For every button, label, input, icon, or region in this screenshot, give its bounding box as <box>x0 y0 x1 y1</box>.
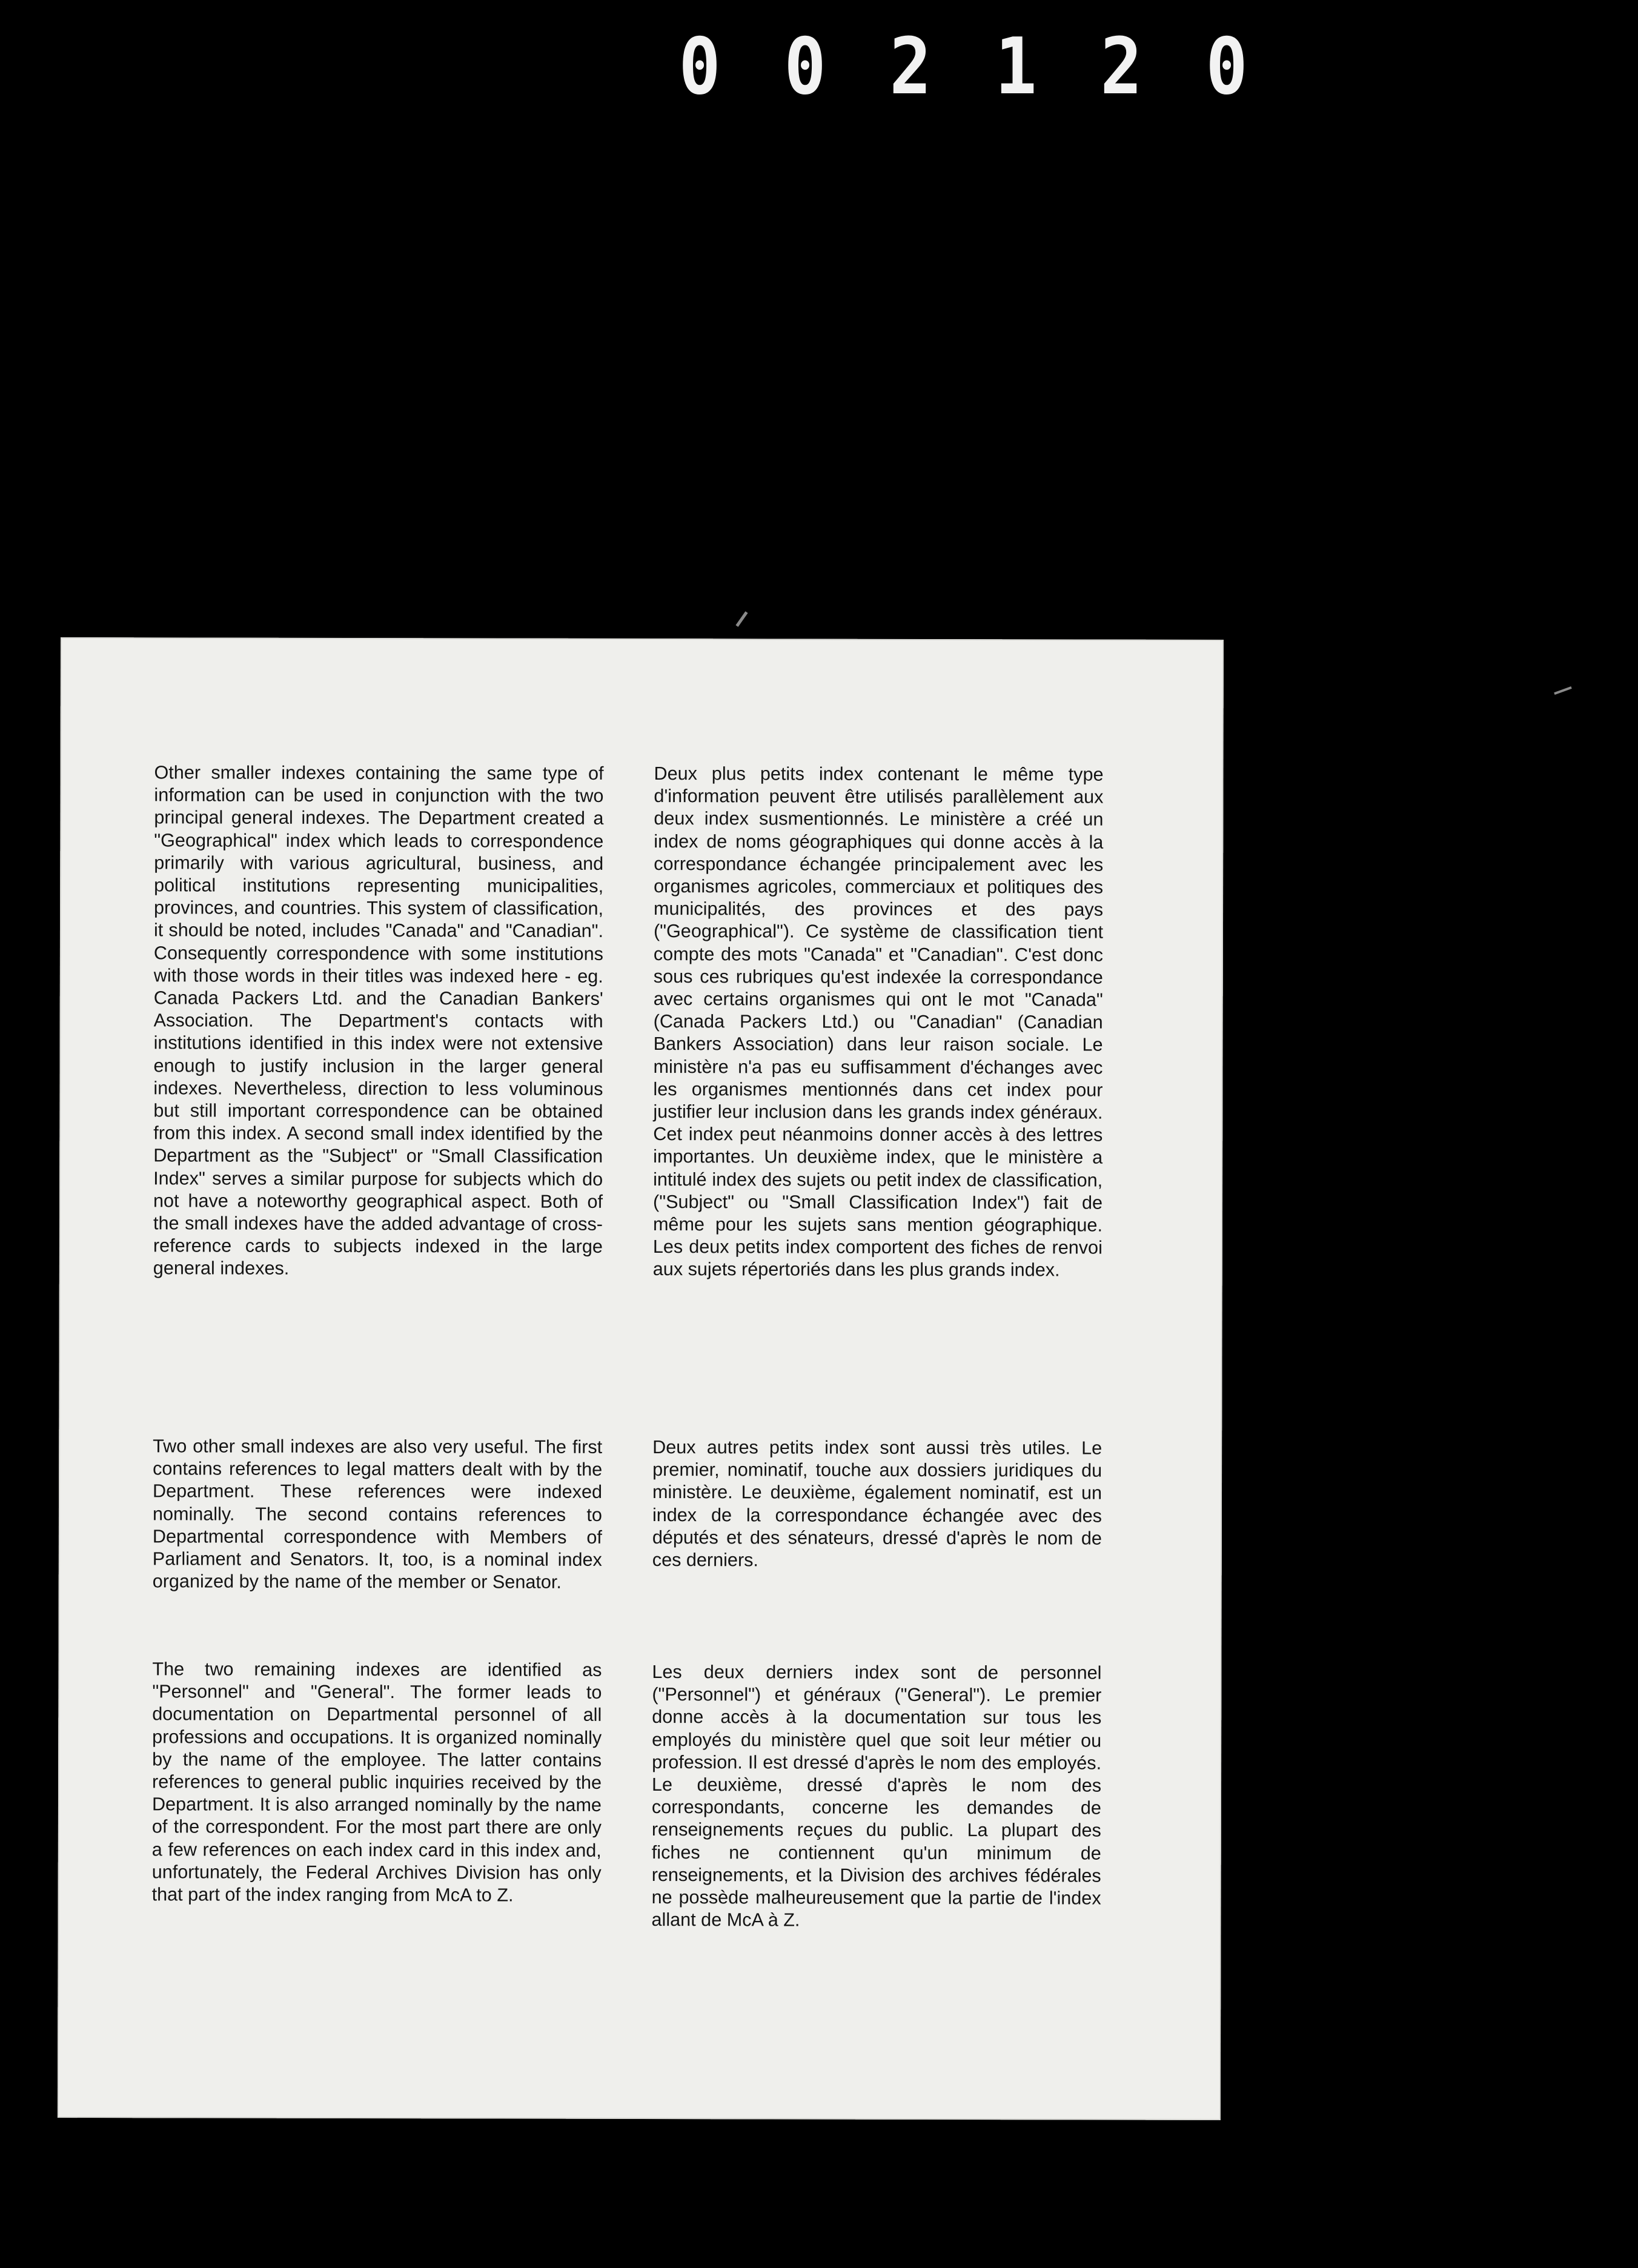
frame-digit: 1 <box>995 21 1037 112</box>
french-paragraph-remaining-indexes: Les deux derniers index sont de personnel ("Personnel") et généraux ("General"). Le premier donne accès à la documentation sur tous les employés du ministère quel que soit leur métier ou profession. Il est dressé d'après le nom des employés. Le deuxième, dressé d'après le nom des correspondants, concerne les demandes de renseignements reçues du public. La plupart des fiches ne contiennent qu'un minimum de renseignements, et la Division des archives fédérales ne possède malheureusement que la partie de l'index allant de McA à Z. <box>651 1662 1102 1931</box>
english-paragraph-remaining-indexes: The two remaining indexes are identified as "Personnel" and "General". The former leads to documentation on Departmental personnel of all professions and occupations. It is organized nominally by the name of the employee. The latter contains references to general public inquiries received by the Department. It is also arranged nominally by the name of the correspondent. For the most part there are only a few references on each index card in this index and, unfortunately, the Federal Archives Division has only that part of the index ranging from McA to Z. <box>151 1659 602 1906</box>
french-column <box>651 763 1104 1931</box>
english-paragraph-small-indexes: Two other small indexes are also very useful. The first contains references to legal matters dealt with by the Department. These references were indexed nominally. The second contains references to Departmental correspondence with Members of Parliament and Senators. It, too, is a nominal index organized by the name of the member or Senator. <box>152 1436 603 1593</box>
english-paragraph-indexes: Other smaller indexes containing the same type of information can be used in conjunction with the two principal general indexes. The Department created a "Geographical" index which leads to correspondence primarily with various agricultural, business, and political institutions representing municipalities, provinces, and countries. This system of classification, it should be noted, includes "Canada" and "Canadian". Consequently correspondence with some institutions with those words in their titles was indexed here - eg. Canada Packers Ltd. and the Canadian Bankers' Association. The Department's contacts with institutions identified in this index were not extensive enough to justify inclusion in the larger general indexes. Nevertheless, direction to less voluminous but still important correspondence can be obtained from this index. A second small index identified by the Department as the "Subject" or "Small Classification Index" serves a similar purpose for subjects which do not have a noteworthy geographical aspect. Both of the small indexes have the added advantage of cross-reference cards to subjects indexed in the large general indexes. <box>153 762 604 1279</box>
frame-digit: 2 <box>889 21 932 112</box>
frame-digit: 2 <box>1100 21 1142 112</box>
frame-digit: 0 <box>678 21 721 112</box>
french-paragraph-indexes: Deux plus petits index contenant le même type d'information peuvent être utilisés parallèlement aux deux index susmentionnés. Le ministère a créé un index de noms géographiques qui donne accès à la correspondance échangée principalement avec les organismes agricoles, commerciaux et politiques des municipalités, des provinces et des pays ("Geographical"). Ce système de classification tient compte des mots "Canada" et "Canadian". C'est donc sous ces rubriques qu'est indexée la correspondance avec certains organismes qui ont le mot "Canada" (Canada Packers Ltd.) ou "Canadian" (Canadian Bankers Association) dans leur raison sociale. Le ministère n'a pas eu suffisamment d'échanges avec les organismes mentionnés dans cet index pour justifier leur inclusion dans les grands index généraux. Cet index peut néanmoins donner accès à des lettres importantes. Un deuxième index, que le ministère a intitulé index des sujets ou petit index de classification, ("Subject" ou "Small Classification Index") fait de même pour les sujets sans mention géographique. Les deux petits index comportent des fiches de renvoi aux sujets répertoriés dans les plus grands index. <box>652 763 1104 1281</box>
film-speck <box>735 611 748 627</box>
frame-digit: 0 <box>784 21 826 112</box>
microfilm-frame-number <box>672 21 1254 112</box>
frame-digit: 0 <box>1205 21 1248 112</box>
film-speck <box>1554 686 1572 695</box>
french-paragraph-small-indexes: Deux autres petits index sont aussi très utiles. Le premier, nominatif, touche aux dossiers juridiques du ministère. Le deuxième, également nominatif, est un index de la correspondance échangée avec des députés et des sénateurs, dressé d'après le nom de ces derniers. <box>652 1437 1102 1571</box>
document-page <box>58 637 1224 2120</box>
english-column <box>151 761 604 1906</box>
